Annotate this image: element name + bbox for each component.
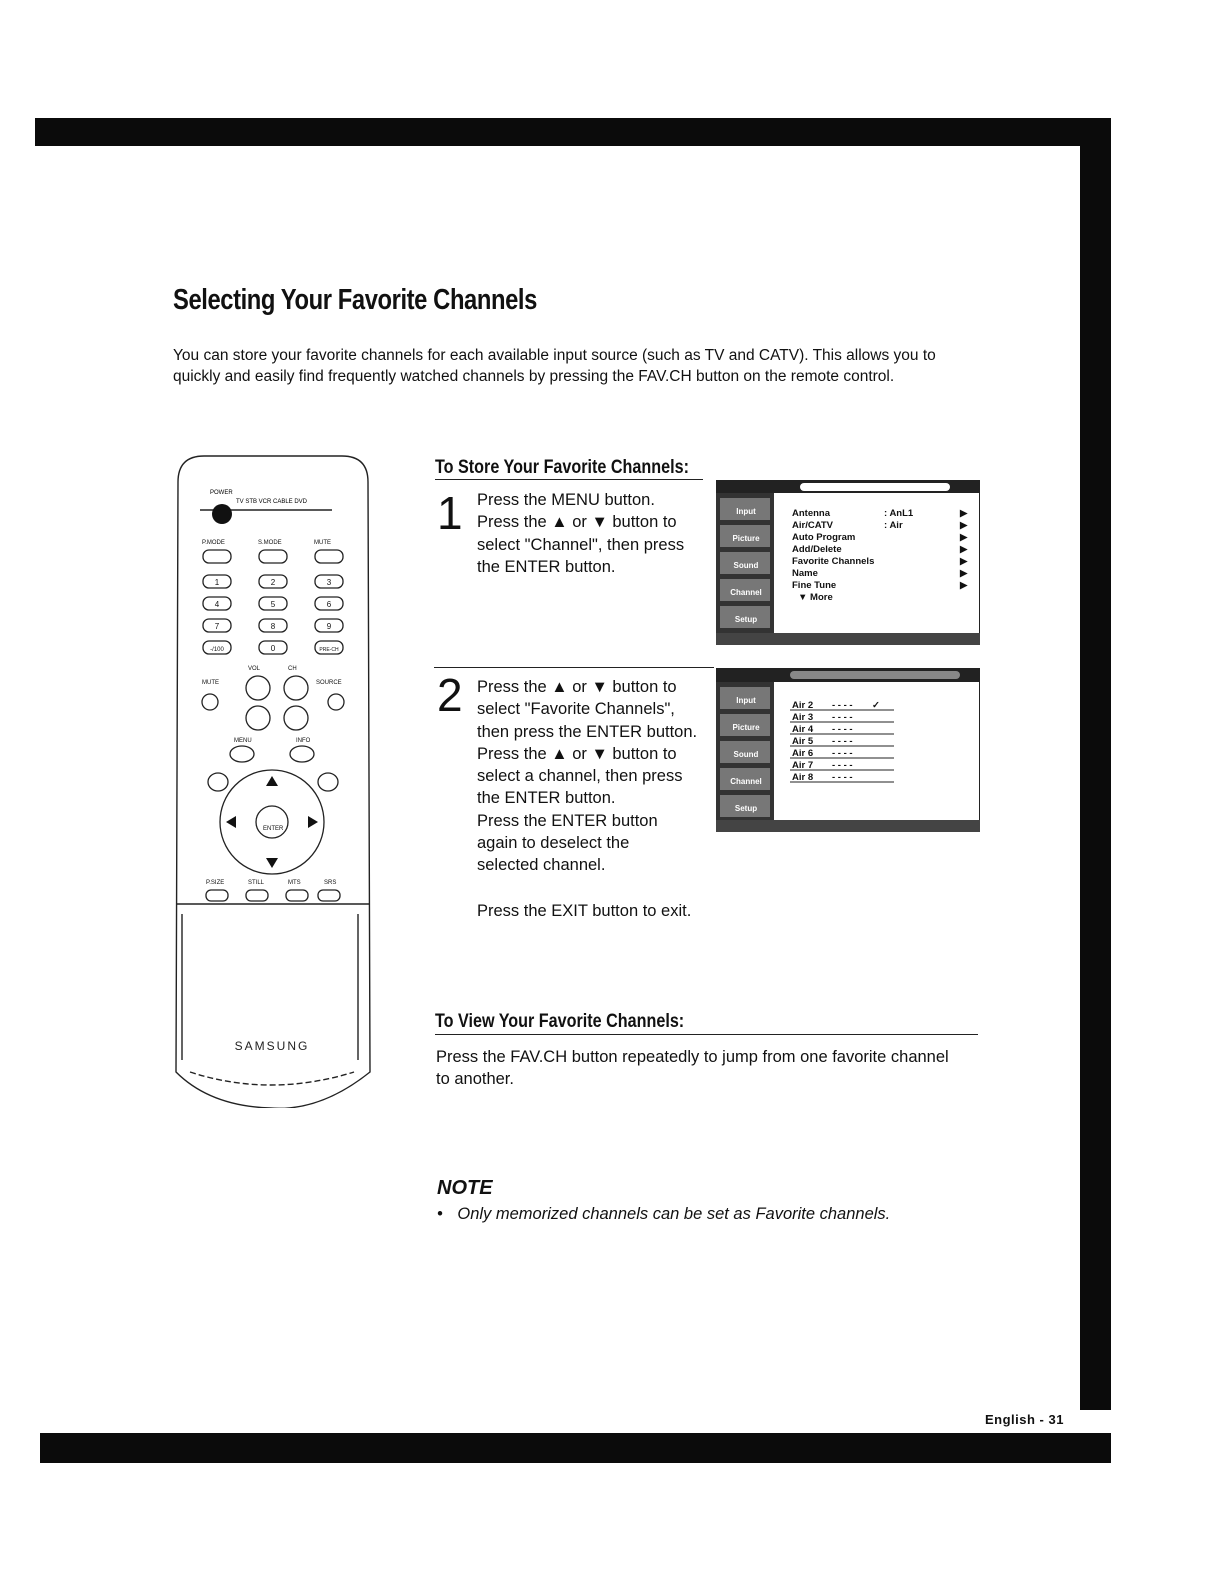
- view-paragraph: Press the FAV.CH button repeatedly to jump from one favorite channel to another.: [436, 1048, 949, 1088]
- remote-digit: 3: [326, 578, 332, 587]
- remote-key-label: MUTE: [202, 680, 219, 686]
- osd-row-label: Antenna: [792, 508, 830, 519]
- remote-key-label: MTS: [288, 880, 301, 886]
- remote-enter-label: ENTER: [263, 826, 284, 832]
- step-line: selected channel.: [477, 856, 606, 875]
- remote-control-illustration: [170, 452, 375, 1108]
- store-heading-rule: [435, 479, 703, 480]
- step-2-text: [477, 676, 697, 877]
- view-heading: To View Your Favorite Channels:: [435, 1011, 685, 1032]
- osd-row-label: Auto Program: [792, 532, 856, 543]
- step-line: Press the ENTER button: [477, 811, 658, 830]
- store-heading: To Store Your Favorite Channels:: [435, 457, 689, 478]
- fav-row-check-icon: ✓: [872, 700, 880, 711]
- step-divider-rule: [434, 667, 714, 668]
- osd-row-arrow: ▶: [960, 508, 968, 519]
- remote-key-label: VOL: [248, 666, 261, 672]
- remote-digit: 0: [270, 644, 276, 653]
- remote-key-label: CH: [288, 666, 297, 672]
- remote-key-label: P.SIZE: [206, 880, 225, 886]
- osd-sidebar-item: Picture: [732, 723, 760, 732]
- remote-brand-label: SAMSUNG: [234, 1039, 310, 1053]
- fav-row-dots: - - - -: [832, 712, 853, 723]
- osd-row-arrow: ▶: [960, 544, 968, 555]
- step-1-text: [477, 489, 684, 578]
- step-2-number: 2: [437, 669, 463, 721]
- step-line: select "Favorite Channels",: [477, 700, 675, 719]
- remote-key-label: MENU: [234, 738, 252, 744]
- fav-row-dots: - - - -: [832, 772, 853, 783]
- remote-digit: 8: [270, 622, 276, 631]
- down-arrow-icon: [266, 858, 278, 868]
- osd-sidebar-item: Sound: [733, 750, 759, 759]
- step-line: then press the ENTER button.: [477, 722, 698, 741]
- osd-row-label: Add/Delete: [792, 544, 842, 555]
- bottom-black-bar: [40, 1433, 1111, 1463]
- fav-row-label: Air 5: [792, 736, 814, 747]
- remote-digit: PRE-CH: [319, 647, 339, 653]
- remote-power-label: POWER: [210, 490, 233, 496]
- right-arrow-icon: [308, 816, 318, 828]
- top-black-bar: [35, 118, 1111, 146]
- right-black-bar: [1080, 118, 1111, 1410]
- fav-row-dots: - - - -: [832, 760, 853, 771]
- step-line: select a channel, then press: [477, 767, 683, 786]
- remote-digit: 6: [326, 600, 332, 609]
- remote-key-label: STILL: [248, 880, 265, 886]
- osd-sidebar-item: Picture: [732, 534, 760, 543]
- osd-row-label: Favorite Channels: [792, 556, 875, 567]
- osd-sidebar-item: Input: [736, 507, 756, 516]
- osd-row-label: Fine Tune: [792, 580, 837, 591]
- osd-row-label: Air/CATV: [792, 520, 833, 531]
- intro-paragraph: You can store your favorite channels for each available input source (such as TV and CATV). This allows you to quickly and easily find frequently watched channels by pressing the FAV.CH button on the remote control.: [173, 347, 936, 385]
- fav-row-label: Air 8: [792, 772, 814, 783]
- note-item: [437, 1205, 890, 1224]
- step-line: Press the MENU button.: [477, 491, 655, 509]
- up-arrow-icon: [266, 776, 278, 786]
- step-1-number: 1: [437, 487, 463, 539]
- osd-sidebar-item: Channel: [730, 588, 762, 597]
- osd-row-arrow: ▶: [960, 568, 968, 579]
- osd-row-label: Name: [792, 568, 818, 579]
- note-text: Only memorized channels can be set as Favorite channels.: [457, 1205, 891, 1223]
- step-line: Press the ▲ or ▼ button to: [477, 678, 677, 696]
- power-button-icon: [212, 504, 232, 524]
- step-line: the ENTER button.: [477, 557, 616, 576]
- osd-sidebar-item: Input: [736, 696, 756, 705]
- remote-key-label: S.MODE: [258, 540, 282, 546]
- remote-mode-labels: TV STB VCR CABLE DVD: [236, 499, 308, 505]
- exit-instruction: Press the EXIT button to exit.: [477, 902, 692, 920]
- remote-key-label: SOURCE: [316, 680, 342, 686]
- osd-row-value: : Air: [884, 520, 903, 531]
- fav-row-label: Air 4: [792, 724, 814, 735]
- view-heading-rule: [435, 1034, 978, 1035]
- osd-sidebar-item: Setup: [734, 615, 758, 624]
- note-heading: NOTE: [437, 1177, 493, 1199]
- osd-sidebar-item: Setup: [734, 804, 758, 813]
- bullet-icon: •: [437, 1205, 443, 1223]
- osd-sidebar-item: Sound: [733, 561, 759, 570]
- remote-digit: -/100: [210, 647, 224, 653]
- osd-row-label: ▼ More: [798, 592, 833, 603]
- remote-digit: 1: [214, 578, 220, 587]
- remote-digit: 5: [270, 600, 276, 609]
- step-line: the ENTER button.: [477, 789, 616, 808]
- fav-row-dots: - - - -: [832, 724, 853, 735]
- step-line: Press the ▲ or ▼ button to: [477, 744, 677, 763]
- remote-digit: 7: [214, 622, 220, 631]
- fav-row-dots: - - - -: [832, 700, 853, 711]
- fav-row-label: Air 3: [792, 712, 814, 723]
- left-arrow-icon: [226, 816, 236, 828]
- remote-digit: 2: [270, 578, 276, 587]
- favorite-channels-screenshot: [716, 668, 980, 832]
- fav-row-dots: - - - -: [832, 748, 853, 759]
- remote-key-label: P.MODE: [202, 540, 225, 546]
- remote-key-label: SRS: [324, 880, 337, 886]
- osd-row-arrow: ▶: [960, 556, 968, 567]
- remote-key-label: INFO: [296, 738, 311, 744]
- osd-row-value: : AnL1: [884, 508, 914, 519]
- osd-row-arrow: ▶: [960, 520, 968, 531]
- remote-digit: 4: [214, 600, 220, 609]
- osd-sidebar-item: Channel: [730, 777, 762, 786]
- fav-row-label: Air 2: [792, 700, 814, 711]
- remote-key-label: MUTE: [314, 540, 331, 546]
- step-line: Press the ▲ or ▼ button to: [477, 513, 677, 532]
- step-line: again to deselect the: [477, 834, 630, 853]
- step-line: select "Channel", then press: [477, 535, 685, 554]
- osd-row-arrow: ▶: [960, 580, 968, 591]
- page-number: English - 31: [985, 1412, 1064, 1427]
- fav-row-label: Air 7: [792, 760, 814, 771]
- channel-menu-screenshot: [716, 480, 980, 645]
- fav-row-label: Air 6: [792, 748, 814, 759]
- fav-row-dots: - - - -: [832, 736, 853, 747]
- remote-digit: 9: [326, 622, 332, 631]
- page-title: Selecting Your Favorite Channels: [173, 284, 537, 316]
- osd-row-arrow: ▶: [960, 532, 968, 543]
